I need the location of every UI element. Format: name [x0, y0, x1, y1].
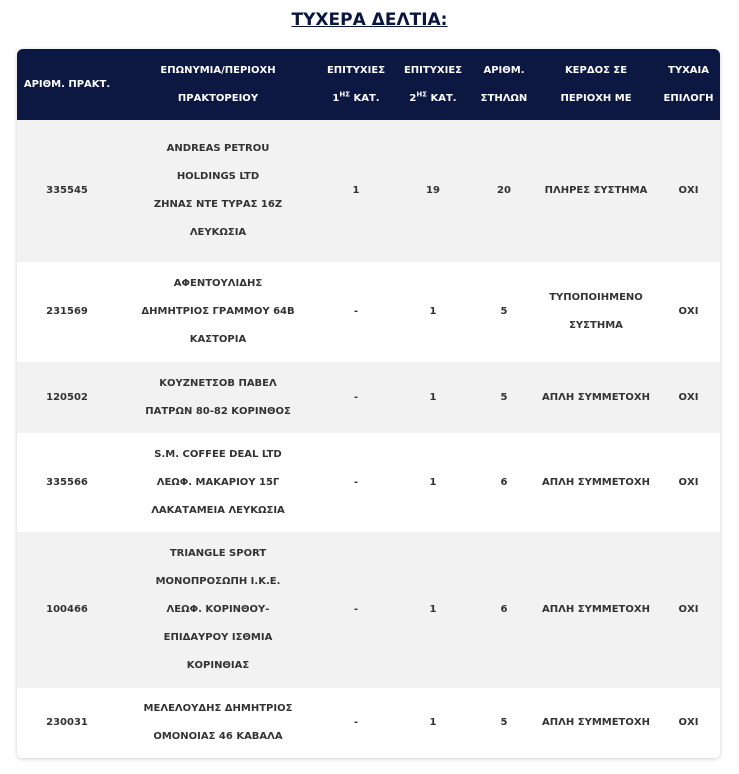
header-cat1-wins: ΕΠΙΤΥΧΙΕΣ $1^{H\Sigma}$ ΚΑΤ. [326, 64, 386, 104]
practice-number: 120502 [46, 391, 88, 403]
page-title: ΤΥΧΕΡΑ ΔΕΛΤΙΑ: [291, 10, 448, 30]
columns-count: 20 [497, 185, 511, 196]
cat1-wins: - [353, 391, 359, 403]
win-type: ΑΠΛΗ ΣΥΜΜΕΤΟΧΗ [542, 717, 650, 728]
practice-number: 335566 [46, 476, 88, 488]
results-table [17, 49, 720, 758]
columns-count: 6 [500, 604, 508, 615]
practice-number: 100466 [46, 604, 88, 615]
table-header-row [17, 49, 720, 120]
random-pick: ΟΧΙ [678, 185, 699, 196]
random-pick: ΟΧΙ [678, 306, 699, 317]
cat1-wins: 1 [352, 185, 360, 196]
cat2-wins: 1 [429, 306, 437, 317]
agency-name: ΜΕΛΕΛΟΥΔΗΣ ΔΗΜΗΤΡΙΟΣ ΟΜΟΝΟΙΑΣ 46 ΚΑΒΑΛΑ [143, 703, 293, 742]
table-row [17, 532, 720, 688]
cat2-wins: 1 [429, 717, 437, 728]
cat1-wins: - [353, 476, 359, 488]
agency-name: ΑΦΕΝΤΟΥΛΙΔΗΣ ΔΗΜΗΤΡΙΟΣ ΓΡΑΜΜΟΥ 64Β ΚΑΣΤΟΡΙΑ [141, 278, 295, 345]
cat1-wins: - [353, 717, 359, 728]
table-row [17, 120, 720, 262]
columns-count: 5 [500, 717, 508, 728]
header-random-pick: ΤΥΧΑΙΑ ΕΠΙΛΟΓΗ [663, 64, 714, 104]
header-cat2-wins: ΕΠΙΤΥΧΙΕΣ $2^{H\Sigma}$ ΚΑΤ. [403, 64, 463, 104]
columns-count: 6 [500, 476, 508, 488]
table-row [17, 433, 720, 532]
header-practice-number: ΑΡΙΘΜ. ΠΡΑΚΤ. [23, 78, 111, 90]
random-pick: ΟΧΙ [678, 717, 699, 728]
columns-count: 5 [500, 391, 508, 403]
cat1-wins: - [353, 306, 359, 317]
agency-name: TRIANGLE SPORT ΜΟΝΟΠΡΟΣΩΠΗ Ι.Κ.Ε. ΛΕΩΦ. ΚΟΡΙΝΘΟΥ- ΕΠΙΔΑΥΡΟΥ ΙΣΘΜΙΑ ΚΟΡΙΝΘΙΑΣ [155, 548, 281, 671]
cat2-wins: 1 [429, 604, 437, 615]
header-agency-name: ΕΠΩΝΥΜΙΑ/ΠΕΡΙΟΧΗ ΠΡΑΚΤΟΡΕΙΟΥ [160, 64, 276, 104]
agency-name: ANDREAS PETROU HOLDINGS LTD ΖΗΝΑΣ ΝΤΕ ΤΥΡΑΣ 16Ζ ΛΕΥΚΩΣΙΑ [153, 143, 283, 238]
winning-tickets-table [17, 49, 720, 758]
agency-name: ΚΟΥΖΝΕΤΣΟΒ ΠΑΒΕΛ ΠΑΤΡΩΝ 80-82 ΚΟΡΙΝΘΟΣ [145, 377, 291, 417]
header-win-type: ΚΕΡΔΟΣ ΣΕ ΠΕΡΙΟΧΗ ΜΕ [560, 64, 632, 104]
cat2-wins: 19 [426, 185, 440, 196]
random-pick: ΟΧΙ [678, 604, 699, 615]
win-type: ΤΥΠΟΠΟΙΗΜΕΝΟ ΣΥΣΤΗΜΑ [549, 292, 643, 331]
win-type: ΠΛΗΡΕΣ ΣΥΣΤΗΜΑ [544, 185, 648, 196]
win-type: ΑΠΛΗ ΣΥΜΜΕΤΟΧΗ [542, 604, 650, 615]
practice-number: 335545 [46, 185, 88, 196]
practice-number: 231569 [46, 306, 88, 317]
table-row [17, 362, 720, 433]
win-type: ΑΠΛΗ ΣΥΜΜΕΤΟΧΗ [542, 391, 650, 403]
practice-number: 230031 [46, 717, 88, 728]
random-pick: ΟΧΙ [678, 476, 699, 488]
cat2-wins: 1 [429, 476, 437, 488]
agency-name: S.M. COFFEE DEAL LTD ΛΕΩΦ. ΜΑΚΑΡΙΟΥ 15Γ ΛΑΚΑΤΑΜΕΙΑ ΛΕΥΚΩΣΙΑ [151, 448, 285, 516]
header-columns-count: ΑΡΙΘΜ. ΣΤΗΛΩΝ [480, 64, 528, 104]
random-pick: ΟΧΙ [678, 391, 699, 403]
win-type: ΑΠΛΗ ΣΥΜΜΕΤΟΧΗ [542, 476, 650, 488]
table-row [17, 262, 720, 362]
cat1-wins: - [353, 604, 359, 615]
columns-count: 5 [500, 306, 508, 317]
cat2-wins: 1 [429, 391, 437, 403]
table-row [17, 688, 720, 758]
